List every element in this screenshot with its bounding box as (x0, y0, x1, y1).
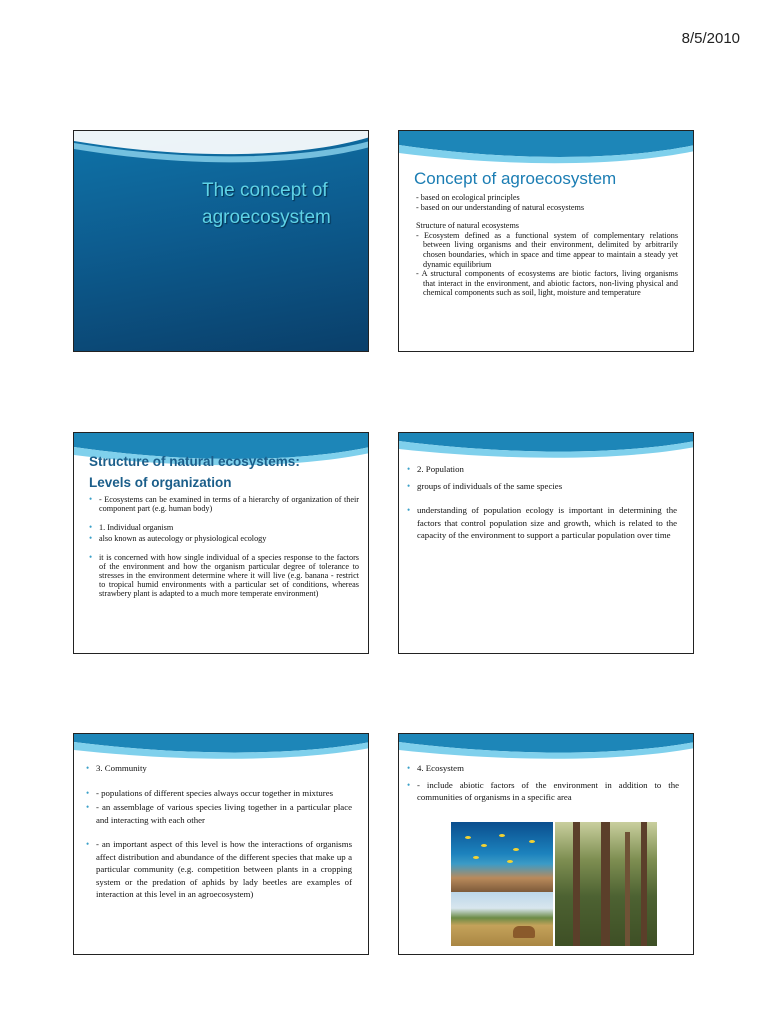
list-item: • - include abiotic factors of the environment in addition to the communities of organisms in a specific area (407, 779, 679, 804)
body-paragraph: - Ecosystem defined as a functional system of complementary relations between living organisms and their environment, delimited by arbitrarily chosen boundaries, which in space and time appear to maintain a steady yet dynamic equilibrium (416, 230, 678, 269)
slide-concept (398, 130, 694, 352)
slide-heading: Concept of agroecosystem (414, 169, 617, 188)
heading-line-1: Structure of natural ecosystems: (89, 454, 300, 469)
slide-heading (89, 451, 359, 493)
list-item: • 4. Ecosystem (407, 762, 679, 775)
subheading: Structure of natural ecosystems (416, 221, 519, 231)
savanna-lion-image (451, 892, 553, 946)
slide-population (398, 432, 694, 654)
wave-banner (399, 131, 694, 173)
list-item: • understanding of population ecology is important in determining the factors that control population size and growth, which is related to the capacity of the environment to support a particular population over time (407, 504, 677, 542)
slide-levels (73, 432, 369, 654)
list-item: • it is concerned with how single individual of a species response to the factors of the environment and how the organism particular degree of tolerance to stresses in the environment determine where it will live (e.g. banana - restrict to tropical humid environments with a particular set of conditions, whereas strawbery plant is adapted to a much more temperate environment) (89, 553, 359, 598)
wave-banner (74, 131, 369, 173)
title-line-1: The concept of (202, 180, 328, 201)
bullet-list (89, 495, 359, 598)
list-item: • 2. Population (407, 463, 677, 476)
slide-title (73, 130, 369, 352)
list-item: • also known as autecology or physiological ecology (89, 534, 359, 543)
list-item: • groups of individuals of the same species (407, 480, 677, 493)
heading-line-2: Levels of organization (89, 475, 232, 490)
list-item: • 1. Individual organism (89, 523, 359, 532)
page-date: 8/5/2010 (681, 30, 740, 47)
body-line: - based on our understanding of natural ecosystems (416, 202, 585, 212)
forest-image (555, 822, 657, 946)
title-line-2: agroecosystem (202, 207, 331, 228)
body-paragraph: - A structural components of ecosystems are biotic factors, living organisms that interact in the environment, and abiotic factors, non-living physical and chemical components such as soil, light, moisture and temperature (416, 269, 678, 298)
list-item: • - an important aspect of this level is how the interactions of organisms affect distribution and abundance of the different species that make up a particular community (e.g. competition between plants in a cropping system or the predation of aphids by lady beetles are examples of interaction at this level in an agroecosystem) (86, 838, 352, 901)
list-item: • 3. Community (86, 762, 352, 775)
coral-reef-image (451, 822, 553, 892)
bullet-list (407, 762, 679, 804)
list-item: • - an assemblage of various species living together in a particular place and interacting with each other (86, 801, 352, 826)
slide-community (73, 733, 369, 955)
bullet-list (86, 762, 352, 901)
body-line: - based on ecological principles (416, 193, 520, 202)
list-item: • - populations of different species always occur together in mixtures (86, 787, 352, 800)
list-item: • - Ecosystems can be examined in terms of a hierarchy of organization of their component part (e.g. human body) (89, 495, 359, 513)
bullet-list (407, 463, 677, 542)
slide-body (416, 193, 678, 298)
slide-title-text (202, 177, 367, 231)
slide-ecosystem (398, 733, 694, 955)
